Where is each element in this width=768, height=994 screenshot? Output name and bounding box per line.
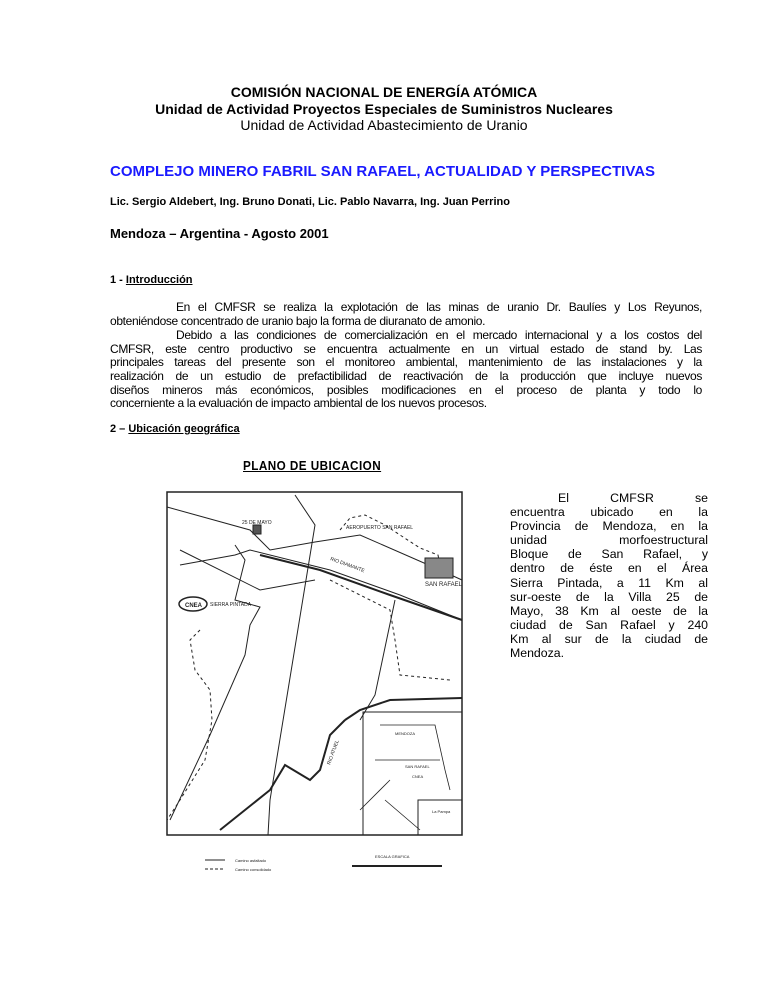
side-text-line: Provincia de Mendoza, en la [510, 519, 708, 533]
side-text-line: El CMFSR se [558, 491, 708, 505]
map-label: Camino asfaltado [235, 858, 267, 863]
map-label: CNEA [412, 774, 424, 779]
document-title: COMPLEJO MINERO FABRIL SAN RAFAEL, ACTUALIDAD Y PERSPECTIVAS [110, 163, 656, 180]
paragraph-line: diseños mineros más económicos, posibles modificaciones en el proceso de planta y todo lo [110, 383, 702, 397]
map-label: MENDOZA [395, 731, 415, 736]
paragraph-line: concerniente a la evaluación de impacto ambiental de los nuevos procesos. [110, 396, 487, 410]
section-number: 1 - [110, 274, 126, 286]
paragraph-line: CMFSR, este centro productivo se encuentra actualmente en un virtual estado de stand by. Las [110, 342, 702, 356]
map-label: SIERRA PINTADA [210, 602, 252, 608]
side-text-line: sur-oeste de la Villa 25 de [510, 590, 708, 604]
road [180, 550, 462, 620]
side-text-line: encuentra ubicado en la [510, 505, 708, 519]
map-label: Camino consolidado [235, 867, 272, 872]
map-label: RIO ATUEL [326, 739, 341, 766]
map-label: ESCALA GRAFICA [375, 854, 410, 859]
side-text-line: Mendoza. [510, 646, 565, 660]
road [180, 550, 315, 590]
subunit-name: Unidad de Actividad Abastecimiento de Uranio [240, 117, 528, 133]
org-name: COMISIÓN NACIONAL DE ENERGÍA ATÓMICA [230, 84, 538, 100]
unit-name: Unidad de Actividad Proyectos Especiales de Suministros Nucleares [155, 101, 613, 117]
section-title: Ubicación geográfica [128, 423, 240, 435]
map-frame [167, 492, 462, 835]
side-text-line: Sierra Pintada, a 11 Km al [510, 576, 708, 590]
map-label: CNEA [185, 603, 203, 609]
paragraph-line: En el CMFSR se realiza la explotación de las minas de uranio Dr. Baulíes y Los Reyunos, [176, 300, 702, 314]
map-title: PLANO DE UBICACION [243, 458, 382, 473]
section-number: 2 – [110, 423, 129, 435]
map-label: La Pampa [432, 809, 451, 814]
map-label: SAN RAFAEL [425, 582, 463, 588]
side-text-line: unidad morfoestructural [510, 533, 708, 547]
section-title: Introducción [125, 274, 193, 286]
map-label: RIO DIAMANTE [329, 556, 366, 575]
paragraph-line: Debido a las condiciones de comercialización en el mercado internacional y a los costos del [176, 328, 702, 342]
paragraph-line: principales tareas del presente son el monitoreo ambiental, mantenimiento de las instalaciones y la [110, 355, 702, 369]
trail [167, 630, 212, 820]
place-date: Mendoza – Argentina - Agosto 2001 [110, 226, 329, 241]
map-label: 25 DE MAYO [242, 520, 272, 526]
side-text-line: Mayo, 38 Km al oeste de la [510, 604, 708, 618]
road [360, 600, 395, 720]
side-text-line: Bloque de San Rafael, y [510, 547, 708, 561]
road [170, 545, 260, 820]
side-text-line: ciudad de San Rafael y 240 [510, 618, 708, 632]
side-text-line: Km al sur de la ciudad de [510, 632, 708, 646]
map-label: SAN RAFAEL [405, 764, 430, 769]
location-map [150, 480, 480, 910]
paragraph-line: realización de un estudio de prefactibilidad de reactivación de la producción que incluye nuevos [110, 369, 702, 383]
map-label: AEROPUERTO SAN RAFAEL [346, 525, 414, 531]
authors: Lic. Sergio Aldebert, Ing. Bruno Donati, Lic. Pablo Navarra, Ing. Juan Perrino [110, 196, 510, 208]
side-text-line: dentro de éste en el Área [510, 561, 708, 575]
section-1-heading [110, 274, 193, 286]
section-2-heading [110, 423, 240, 435]
paragraph-line: obteniéndose concentrado de uranio bajo la forma de diuranato de amonio. [110, 314, 486, 328]
